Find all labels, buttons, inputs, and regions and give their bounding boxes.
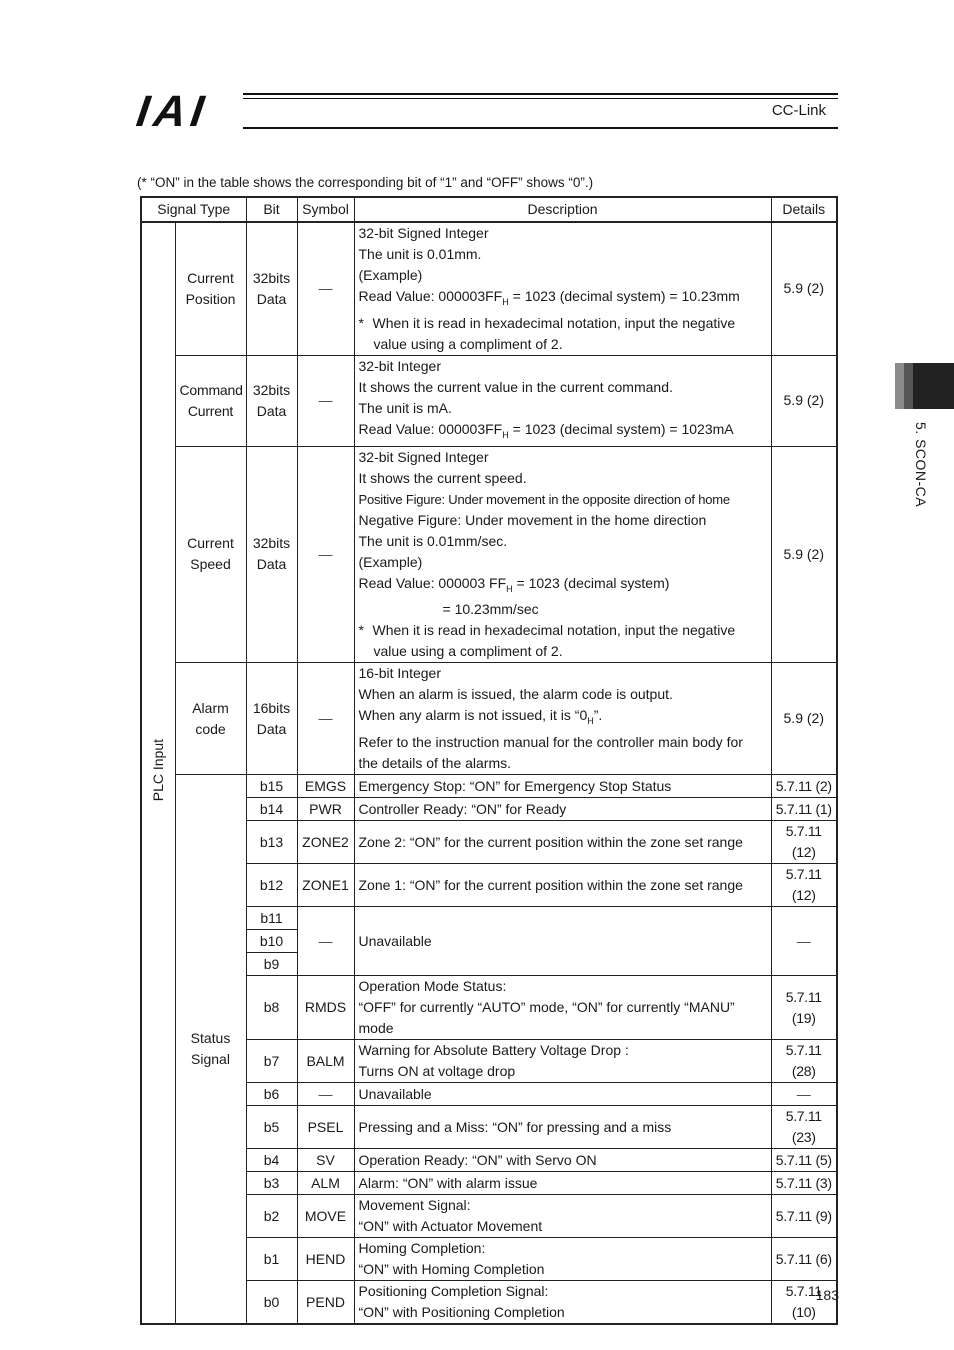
details-cell: 5.7.11 (28) [771,1040,837,1083]
signal-name-status: Status Signal [175,775,246,1325]
table-row [141,821,837,864]
details-cell: 5.9 (2) [771,355,837,446]
details-cell: 5.9 (2) [771,446,837,663]
description-cell: Operation Ready: “ON” with Servo ON [354,1149,771,1172]
symbol-cell: EMGS [297,775,354,798]
bit-cell: b2 [246,1195,297,1238]
details-cell: — [771,907,837,976]
group-plc-input [141,222,175,1324]
bit-cell: b3 [246,1172,297,1195]
symbol-cell: RMDS [297,976,354,1040]
symbol-cell: — [297,446,354,663]
bit-cell: 32bits Data [246,222,297,355]
bit-cell: b10 [246,930,297,953]
details-cell: 5.9 (2) [771,222,837,355]
bit-cell: b9 [246,953,297,976]
signal-name: Command Current [175,355,246,446]
header-signal-type: Signal Type [141,197,246,222]
symbol-cell: — [297,907,354,976]
header-symbol: Symbol [297,197,354,222]
table-row [141,798,837,821]
description-cell: Alarm: “ON” with alarm issue [354,1172,771,1195]
bit-cell: b4 [246,1149,297,1172]
section-title: CC-Link [771,102,826,119]
symbol-cell: MOVE [297,1195,354,1238]
details-cell: 5.7.11 (1) [771,798,837,821]
bit-cell: b5 [246,1106,297,1149]
description-cell: 32-bit Signed Integer The unit is 0.01mm. (Example) Read Value: $000003FF_H = 1023$ (decimal system) = 10.23mm * When it is read in hexadecimal notation, input the negative value using a compliment of 2. [354,222,771,355]
description-cell: Positioning Completion Signal: “ON” with Positioning Completion [354,1281,771,1325]
table-row [141,1040,837,1083]
details-cell: 5.7.11 (2) [771,775,837,798]
symbol-cell: — [297,222,354,355]
details-cell: 5.7.11 (3) [771,1172,837,1195]
bit-cell: b11 [246,907,297,930]
bit-cell: b0 [246,1281,297,1325]
plc-input-label: PLC Input [149,738,166,802]
header-bit: Bit [246,197,297,222]
iai-logo: IAI [133,87,212,136]
table-row [141,222,837,355]
page-number: 183 [815,1287,839,1303]
bit-cell: b7 [246,1040,297,1083]
details-cell: 5.7.11 (9) [771,1195,837,1238]
symbol-cell: ZONE2 [297,821,354,864]
details-cell: 5.7.11 (6) [771,1238,837,1281]
description-cell: Zone 1: “ON” for the current position within the zone set range [354,864,771,907]
symbol-cell: — [297,1083,354,1106]
table-row [141,663,837,775]
chapter-label: 5. SCON-CA [913,422,929,508]
bit-cell: 16bits Data [246,663,297,775]
bit-cell: b12 [246,864,297,907]
table-row [141,1083,837,1106]
bit-cell: b14 [246,798,297,821]
details-cell: 5.7.11 (5) [771,1149,837,1172]
symbol-cell: HEND [297,1238,354,1281]
header-rule-bottom [243,127,838,129]
header-details: Details [771,197,837,222]
bit-cell: b15 [246,775,297,798]
description-cell: Zone 2: “ON” for the current position within the zone set range [354,821,771,864]
table-row [141,1238,837,1281]
symbol-cell: — [297,663,354,775]
description-cell: Warning for Absolute Battery Voltage Drop : Turns ON at voltage drop [354,1040,771,1083]
symbol-cell: PSEL [297,1106,354,1149]
description-cell: 32-bit Integer It shows the current value in the current command. The unit is mA. Read Value: $000003FF_H = 1023$ (decimal system) = 1023mA [354,355,771,446]
header-rule-thin [243,98,838,99]
table-row [141,446,837,663]
description-cell: Movement Signal: “ON” with Actuator Movement [354,1195,771,1238]
signal-table [140,196,838,1325]
details-cell: 5.7.11 (23) [771,1106,837,1149]
table-row [141,1281,837,1325]
description-cell: 16-bit Integer When an alarm is issued, the alarm code is output. When any alarm is not issued, it is “$0_H$”. Refer to the instruction manual for the controller main body for the details of the alarms. [354,663,771,775]
description-cell: Controller Ready: “ON” for Ready [354,798,771,821]
bit-cell: b8 [246,976,297,1040]
symbol-cell: SV [297,1149,354,1172]
table-note: (* “ON” in the table shows the corresponding bit of “1” and “OFF” shows “0”.) [137,175,594,190]
description-cell: Unavailable [354,907,771,976]
description-cell: Unavailable [354,1083,771,1106]
signal-name: Current Position [175,222,246,355]
table-row [141,976,837,1040]
table-row [141,864,837,907]
bit-cell: 32bits Data [246,446,297,663]
table-row [141,355,837,446]
symbol-cell: — [297,355,354,446]
table-row [141,1195,837,1238]
symbol-cell: PEND [297,1281,354,1325]
table-row [141,1106,837,1149]
chapter-tab [895,363,954,409]
description-cell: Pressing and a Miss: “ON” for pressing and a miss [354,1106,771,1149]
bit-cell: 32bits Data [246,355,297,446]
details-cell: 5.7.11 (12) [771,821,837,864]
details-cell: 5.9 (2) [771,663,837,775]
table-row [141,907,837,930]
table-row [141,1149,837,1172]
description-cell: Emergency Stop: “ON” for Emergency Stop Status [354,775,771,798]
symbol-cell: PWR [297,798,354,821]
details-cell: — [771,1083,837,1106]
description-cell: Operation Mode Status: “OFF” for currently “AUTO” mode, “ON” for currently “MANU” mode [354,976,771,1040]
signal-name: Alarm code [175,663,246,775]
details-cell: 5.7.11 (12) [771,864,837,907]
symbol-cell: BALM [297,1040,354,1083]
header-rule-top [243,93,838,95]
table-row [141,775,837,798]
symbol-cell: ALM [297,1172,354,1195]
table-row [141,1172,837,1195]
details-cell: 5.7.11 (10) [771,1281,837,1325]
signal-name: Current Speed [175,446,246,663]
bit-cell: b13 [246,821,297,864]
bit-cell: b1 [246,1238,297,1281]
details-cell: 5.7.11 (19) [771,976,837,1040]
header-description: Description [354,197,771,222]
description-cell: Homing Completion: “ON” with Homing Completion [354,1238,771,1281]
description-cell: 32-bit Signed Integer It shows the current speed. Positive Figure: Under movement in the opposite direction of home Negative Figure: Under movement in the home direction The unit is 0.01mm/sec. (Example) Read Value: 000003 $FF_H = 1023$ (decimal system) = 10.23mm/sec * When it is read in hexadecimal notation, input the negative value using a compliment of 2. [354,446,771,663]
symbol-cell: ZONE1 [297,864,354,907]
bit-cell: b6 [246,1083,297,1106]
table-header-row [141,197,837,222]
